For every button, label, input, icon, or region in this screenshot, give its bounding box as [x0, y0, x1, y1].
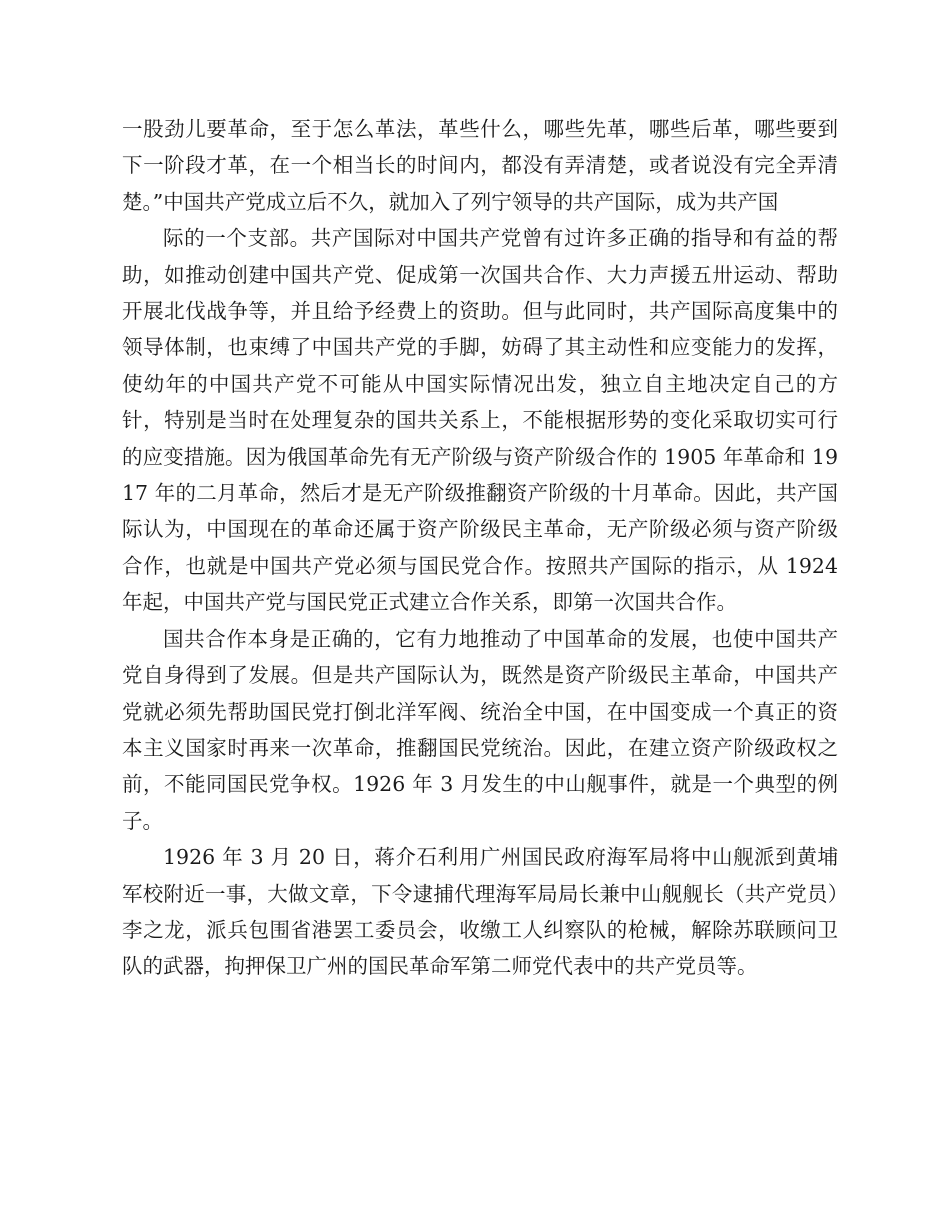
paragraph-comintern-branch: 际的一个支部。共产国际对中国共产党曾有过许多正确的指导和有益的帮助，如推动创建中国共产党、促成第一次国共合作、大力声援五卅运动、帮助开展北伐战争等，并且给予经费上的资助。但与此同时，共产国际高度集中的领导体制，也束缚了中国共产党的手脚，妨碍了其主动性和应变能力的发挥，使幼年的中国共产党不可能从中国实际情况出发，独立自主地决定自己的方针，特别是当时在处理复杂的国共关系上，不能根据形势的变化采取切实可行的应变措施。因为俄国革命先有无产阶级与资产阶级合作的 1905 年革命和 1917 年的二月革命，然后才是无产阶级推翻资产阶级的十月革命。因此，共产国际认为，中国现在的革命还属于资产阶级民主革命，无产阶级必须与资产阶级合作，也就是中国共产党必须与国民党合作。按照共产国际的指示，从 1924 年起，中国共产党与国民党正式建立合作关系，即第一次国共合作。 — [122, 226, 838, 615]
paragraph-kmt-cpc-cooperation: 国共合作本身是正确的，它有力地推动了中国革命的发展，也使中国共产党自身得到了发展。但是共产国际认为，既然是资产阶级民主革命，中国共产党就必须先帮助国民党打倒北洋军阀、统治全中国，在中国变成一个真正的资本主义国家时再来一次革命，推翻国民党统治。因此，在建立资产阶级政权之前，不能同国民党争权。1926 年 3 月发生的中山舰事件，就是一个典型的例子。 — [122, 626, 838, 833]
paragraph-zhongshan-incident: 1926 年 3 月 20 日，蒋介石利用广州国民政府海军局将中山舰派到黄埔军校附近一事，大做文章，下令逮捕代理海军局局长兼中山舰舰长（共产党员）李之龙，派兵包围省港罢工委员会，收缴工人纠察队的枪械，解除苏联顾问卫队的武器，拘押保卫广州的国民革命军第二师党代表中的共产党员等。 — [122, 845, 838, 979]
paragraph-continuation: 一股劲儿要革命，至于怎么革法，革些什么，哪些先革，哪些后革，哪些要到下一阶段才革，在一个相当长的时间内，都没有弄清楚，或者说没有完全弄清楚。”中国共产党成立后不久，就加入了列宁领导的共产国际，成为共产国 — [122, 117, 838, 214]
